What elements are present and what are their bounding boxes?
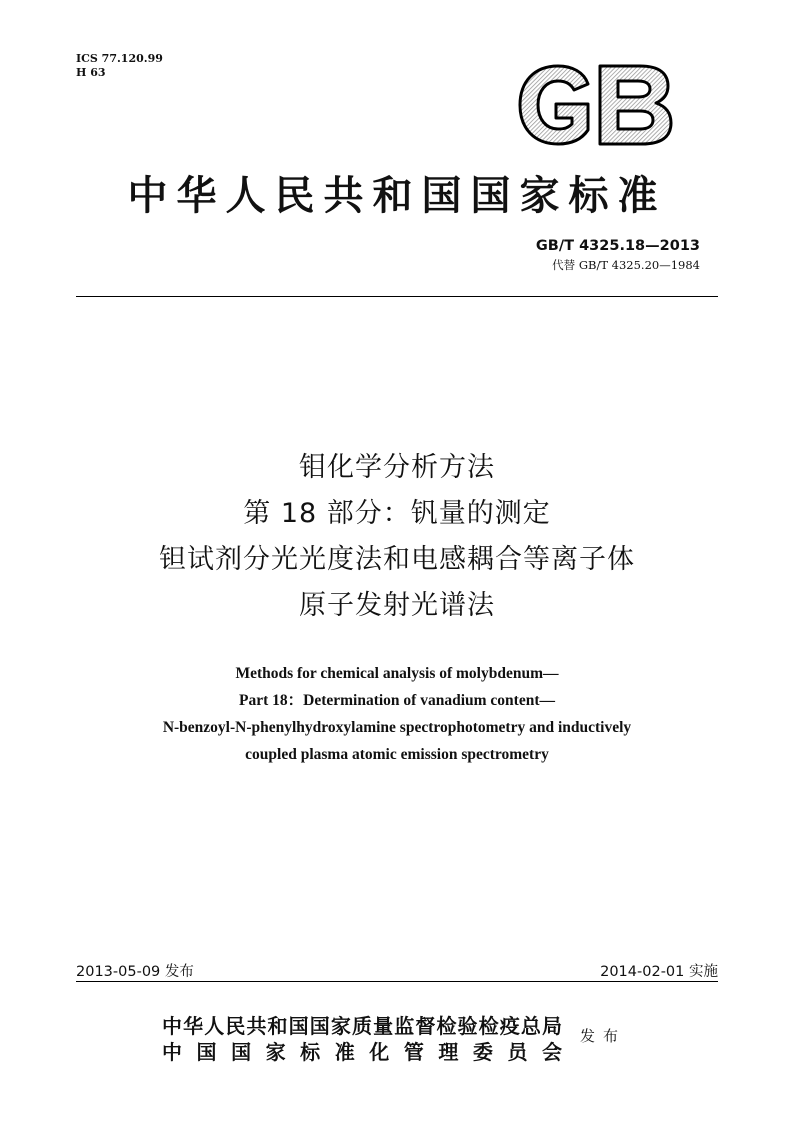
implementation-date: 2014-02-01 实施 (600, 964, 718, 980)
chinese-title-line-1: 钼化学分析方法 (299, 452, 495, 483)
chinese-title-line-2: 第 18 部分：钒量的测定 (243, 498, 551, 529)
issuer-aqsiq: 中华人民共和国国家质量监督检验检疫总局 (162, 1014, 562, 1038)
chinese-title (40, 445, 754, 629)
chinese-title-line-4: 原子发射光谱法 (299, 590, 495, 621)
top-divider (76, 296, 718, 297)
english-title-line-3: N-benzoyl-N-phenylhydroxylamine spectrophotometry and inductively (162, 719, 632, 736)
english-title-line-1: Methods for chemical analysis of molybdenum— (235, 665, 559, 682)
standard-number: GB/T 4325.18—2013 (535, 238, 700, 254)
ccs-code: H 63 (76, 66, 106, 79)
issue-date: 2013-05-09 发布 (76, 964, 194, 980)
ics-code: ICS 77.120.99 (76, 52, 163, 65)
english-title-line-4: coupled plasma atomic emission spectrometry (245, 746, 549, 763)
bottom-divider (76, 981, 718, 982)
publish-label: 发布 (580, 1027, 627, 1045)
chinese-title-line-3: 钽试剂分光光度法和电感耦合等离子体 (159, 544, 635, 575)
standard-category-title: 中华人民共和国国家标准 (127, 172, 667, 219)
classification-codes (76, 52, 163, 80)
english-title (40, 660, 754, 768)
english-title-line-2: Part 18：Determination of vanadium content— (239, 692, 555, 709)
replaces-standard: 代替 GB/T 4325.20—1984 (552, 258, 700, 272)
gb-logo (514, 62, 676, 148)
issuer-sac: 中国国家标准化管理委员会 (162, 1040, 562, 1064)
